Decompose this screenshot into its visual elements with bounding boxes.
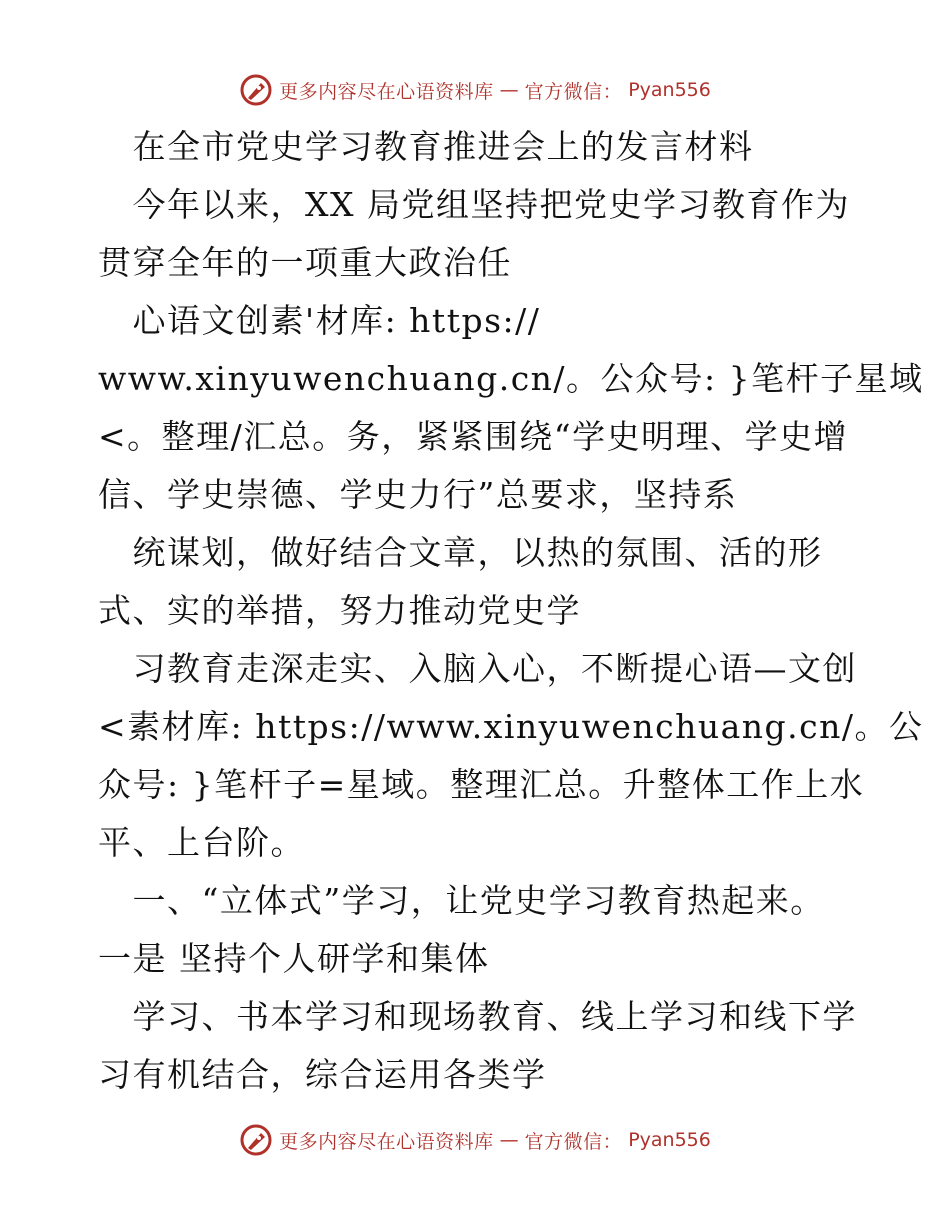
text-line: <素材库: https://www.xinyuwenchuang.cn/。公 [98, 707, 924, 746]
watermark-dash: — [499, 1129, 519, 1151]
section-heading: 一、“立体式”学习，让党史学习教育热起来。 [98, 881, 825, 920]
pen-nib-logo-icon [239, 73, 273, 107]
text-line: 学习、书本学习和现场教育、线上学习和线下学 [98, 997, 857, 1036]
text-line: 习有机结合，综合运用各类学 [98, 1055, 547, 1094]
watermark-suffix: 官方微信： [524, 1130, 623, 1153]
watermark-dash: — [499, 79, 519, 101]
header-watermark [0, 70, 950, 110]
document-body [98, 118, 924, 1104]
watermark-text: 更多内容尽在心语资料库 [279, 80, 494, 103]
document-title: 在全市党史学习教育推进会上的发言材料 [98, 127, 754, 166]
text-line: www.xinyuwenchuang.cn/。公众号: }笔杆子星域 [98, 359, 924, 398]
text-line: 统谋划，做好结合文章，以热的氛围、活的形 [98, 533, 823, 572]
watermark-text: 更多内容尽在心语资料库 [279, 1130, 494, 1153]
watermark-suffix: 官方微信： [524, 80, 623, 103]
text-line: 众号: }笔杆子=星域。整理汇总。升整体工作上水 [98, 765, 865, 804]
watermark-id: Pyan556 [628, 79, 711, 101]
text-line: 平、上台阶。 [98, 823, 305, 862]
text-line: 一是 坚持个人研学和集体 [98, 939, 490, 978]
text-line: 式、实的举措，努力推动党史学 [98, 591, 581, 630]
text-line: 贯穿全年的一项重大政治任 [98, 243, 512, 282]
watermark-id: Pyan556 [628, 1129, 711, 1151]
pen-nib-logo-icon [239, 1123, 273, 1157]
text-line: 习教育走深走实、入脑入心，不断提心语—文创 [98, 649, 857, 688]
text-line: 今年以来，XX 局党组坚持把党史学习教育作为 [98, 185, 850, 224]
text-line: <。整理/汇总。务，紧紧围绕“学史明理、学史增 [98, 417, 849, 456]
text-line: 信、学史崇德、学史力行”总要求，坚持系 [98, 475, 738, 514]
footer-watermark [0, 1120, 950, 1160]
text-line: 心语文创素'材库: https:// [98, 301, 541, 340]
